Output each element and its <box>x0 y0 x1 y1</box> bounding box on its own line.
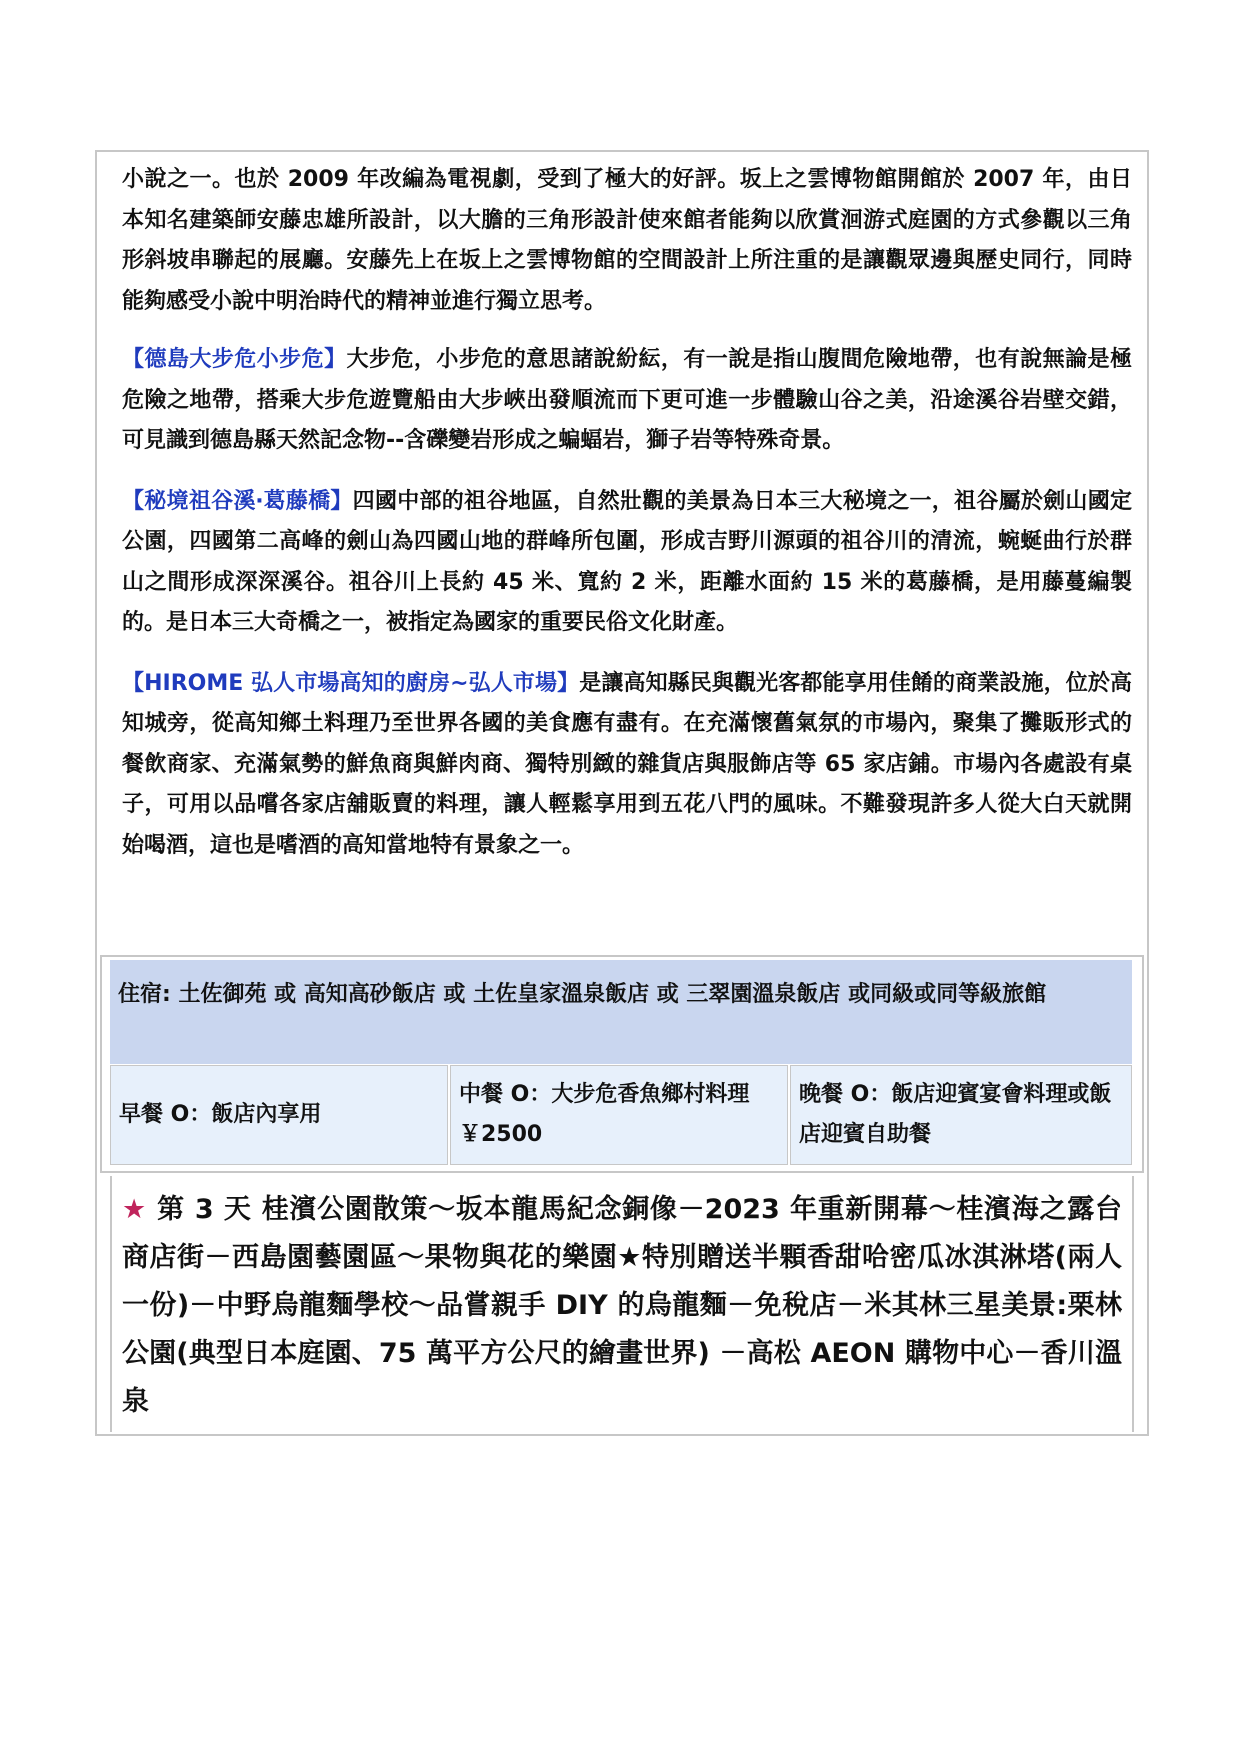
attraction-title-hirome: 【HIROME 弘人市場高知的廚房~弘人市場】 <box>122 670 580 696</box>
breakfast-cell: 早餐 O：飯店內享用 <box>110 1065 448 1165</box>
paragraph-oboke-koboke: 【德島大步危小步危】大步危，小步危的意思諸說紛紜，有一說是指山腹間危險地帶，也有說無論是極危險之地帶，搭乘大步危遊覽船由大步峽出發順流而下更可進一步體驗山谷之美，沿途溪谷岩壁交錯，可見識到德島縣天然記念物--含礫變岩形成之蝙蝠岩，獅子岩等特殊奇景。 <box>122 347 1132 453</box>
paragraph-iya-valley: 【秘境祖谷溪‧葛藤橋】四國中部的祖谷地區，自然壯觀的美景為日本三大秘境之一，祖谷屬於劍山國定公園，四國第二高峰的劍山為四國山地的群峰所包圍，形成吉野川源頭的祖谷川的清流，蜿蜒曲行於群山之間形成深深溪谷。祖谷川上長約 45 米、寬約 2 米，距離水面約 15 米的葛藤橋，是用藤蔓編製的。是日本三大奇橋之一，被指定為國家的重要民俗文化財產。 <box>122 488 1132 635</box>
meals-row <box>110 1065 1132 1165</box>
dinner-cell: 晚餐 O：飯店迎賓宴會料理或飯店迎賓自助餐 <box>790 1065 1132 1165</box>
day-3-title: ★ 第 3 天 桂濱公園散策～坂本龍馬紀念銅像－2023 年重新開幕～桂濱海之露台商店街－西島園藝園區～果物與花的樂園★特別贈送半顆香甜哈密瓜冰淇淋塔(兩人一份)－中野烏龍麵學校～品嘗親手 DIY 的烏龍麵－免稅店－米其林三星美景:栗林公園(典型日本庭園、75 萬平方公尺的繪畫世界) －高松 AEON 購物中心－香川溫泉 <box>122 1194 1122 1417</box>
attraction-title-iya: 【秘境祖谷溪‧葛藤橋】 <box>122 488 353 514</box>
hotel-info: 住宿: 土佐御苑 或 高知高砂飯店 或 土佐皇家溫泉飯店 或 三翠園溫泉飯店 或同級或同等級旅館 <box>110 960 1132 1064</box>
paragraph-hirome-market: 【HIROME 弘人市場高知的廚房~弘人市場】是讓高知縣民與觀光客都能享用佳餚的商業設施，位於高知城旁，從高知鄉土料理乃至世界各國的美食應有盡有。在充滿懷舊氣氛的市場內，聚集了攤販形式的餐飲商家、充滿氣勢的鮮魚商與鮮肉商、獨特別緻的雜貨店與服飾店等 65 家店鋪。市場內各處設有桌子，可用以品嚐各家店舖販賣的料理，讓人輕鬆享用到五花八門的風味。不難發現許多人從大白天就開始喝酒，這也是嗜酒的高知當地特有景象之一。 <box>122 670 1132 858</box>
lunch-cell: 中餐 O：大步危香魚鄉村料理 ￥2500 <box>450 1065 788 1165</box>
paragraph-saka-no-ue: 小說之一。也於 2009 年改編為電視劇，受到了極大的好評。坂上之雲博物館開館於 2007 年，由日本知名建築師安藤忠雄所設計，以大膽的三角形設計使來館者能夠以欣賞洄游式庭園的方式參觀以三角形斜坡串聯起的展廳。安藤先上在坂上之雲博物館的空間設計上所注重的是讓觀眾邊與歷史同行，同時能夠感受小說中明治時代的精神並進行獨立思考。 <box>122 167 1132 314</box>
star-icon: ★ <box>122 1194 147 1225</box>
attraction-title-oboke: 【德島大步危小步危】 <box>122 347 347 372</box>
attraction-descriptions <box>122 160 1132 886</box>
